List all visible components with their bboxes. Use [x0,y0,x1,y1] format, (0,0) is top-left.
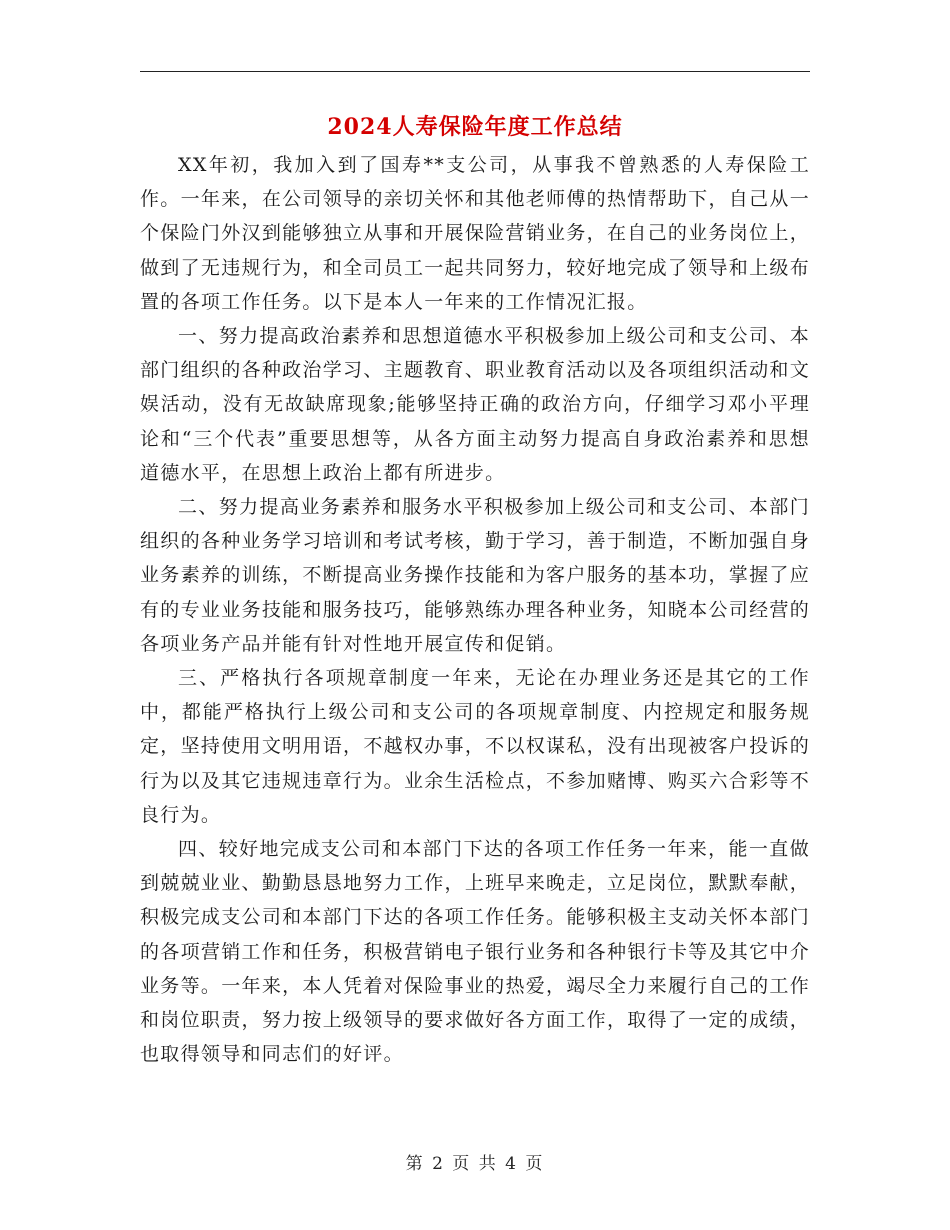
document-body [140,148,810,1071]
paragraph-section-2: 二、努力提高业务素养和服务水平积极参加上级公司和支公司、本部门组织的各种业务学习培训和考试考核，勤于学习，善于制造，不断加强自身业务素养的训练，不断提高业务操作技能和为客户服务的基本功，掌握了应有的专业业务技能和服务技巧，能够熟练办理各种业务，知晓本公司经营的各项业务产品并能有针对性地开展宣传和促销。 [140,496,810,655]
paragraph-section-3: 三、严格执行各项规章制度一年来，无论在办理业务还是其它的工作中，都能严格执行上级公司和支公司的各项规章制度、内控规定和服务规定，坚持使用文明用语，不越权办事，不以权谋私，没有出现被客户投诉的行为以及其它违规违章行为。业余生活检点，不参加赌博、购买六合彩等不良行为。 [140,667,810,826]
page-number-footer: 第 2 页 共 4 页 [405,1154,545,1174]
header-rule [140,71,810,72]
paragraph-section-4: 四、较好地完成支公司和本部门下达的各项工作任务一年来，能一直做到兢兢业业、勤勤恳恳地努力工作，上班早来晚走，立足岗位，默默奉献，积极完成支公司和本部门下达的各项工作任务。能够积极主支动关怀本部门的各项营销工作和任务，积极营销电子银行业务和各种银行卡等及其它中介业务等。一年来，本人凭着对保险事业的热爱，竭尽全力来履行自己的工作和岗位职责，努力按上级领导的要求做好各方面工作，取得了一定的成绩，也取得领导和同志们的好评。 [140,838,810,1066]
paragraph-intro: XX年初，我加入到了国寿**支公司，从事我不曾熟悉的人寿保险工作。一年来，在公司领导的亲切关怀和其他老师傅的热情帮助下，自己从一个保险门外汉到能够独立从事和开展保险营销业务，在自己的业务岗位上，做到了无违规行为，和全司员工一起共同努力，较好地完成了领导和上级布置的各项工作任务。以下是本人一年来的工作情况汇报。 [140,154,810,313]
document-title: 2024人寿保险年度工作总结 [327,114,623,140]
paragraph-section-1: 一、努力提高政治素养和思想道德水平积极参加上级公司和支公司、本部门组织的各种政治学习、主题教育、职业教育活动以及各项组织活动和文娱活动，没有无故缺席现象;能够坚持正确的政治方向，仔细学习邓小平理论和“三个代表”重要思想等，从各方面主动努力提高自身政治素养和思想道德水平，在思想上政治上都有所进步。 [140,325,810,484]
